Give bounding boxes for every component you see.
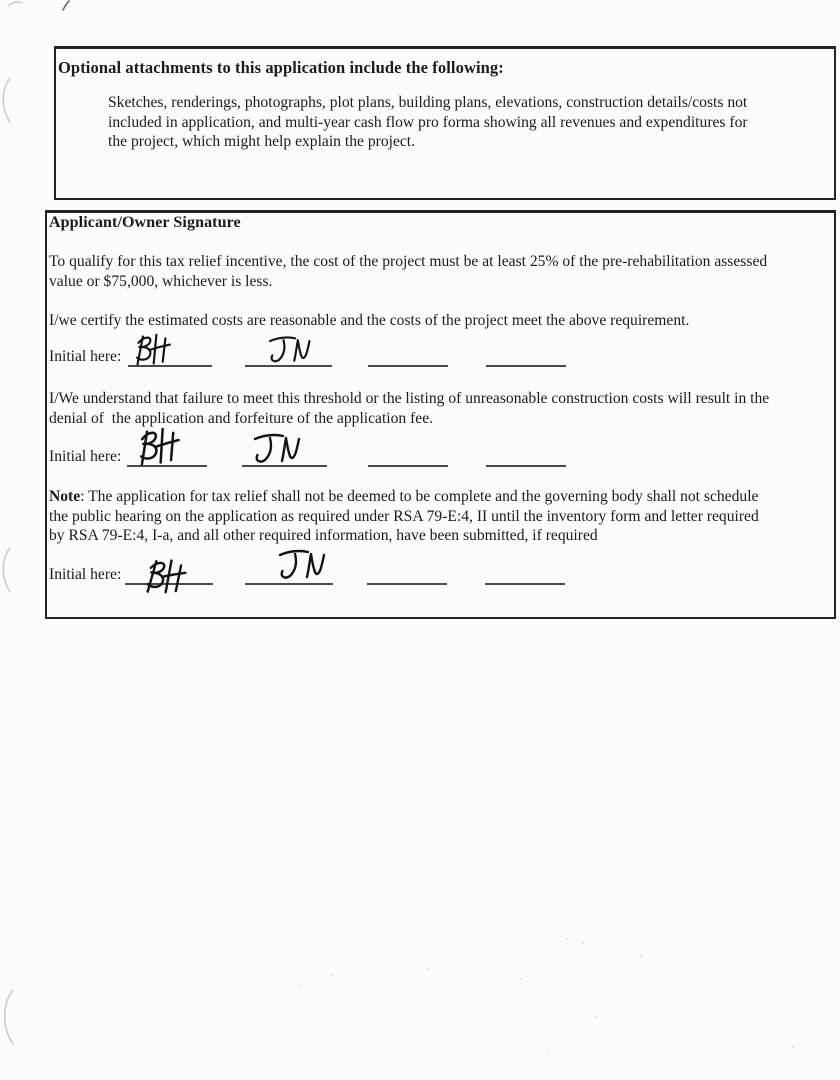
initial-line (368, 427, 448, 467)
initial-here-label: Initial here: (49, 448, 122, 465)
text-line: I/We understand that failure to meet this threshold or the listing of unreasonable construction costs will result in the (49, 390, 770, 407)
text-line: the public hearing on the application as required under RSA 79-E:4, II until the inventory form and letter required (49, 507, 759, 525)
scan-speck (520, 978, 522, 980)
qualify-paragraph (49, 252, 828, 291)
initial-here-label: Initial here: (49, 348, 122, 365)
initial-row (47, 429, 834, 467)
scan-speck (792, 1046, 794, 1048)
initial-line (127, 427, 207, 467)
initial-line (367, 547, 447, 585)
handwritten-initials-bh (132, 424, 182, 470)
scan-artifact-mark (60, 0, 74, 12)
certify-paragraph (49, 311, 828, 331)
attachments-body (108, 93, 826, 152)
initial-line (485, 547, 565, 585)
attachments-heading: Optional attachments to this application include the following: (58, 58, 504, 77)
understand-paragraph (49, 389, 828, 428)
initial-line (245, 547, 333, 585)
attachments-box (54, 46, 836, 200)
scan-speck (640, 955, 642, 957)
text-line: I/we certify the estimated costs are reasonable and the costs of the project meet the above requirement. (49, 312, 690, 329)
scan-speck (566, 938, 568, 940)
handwritten-initials-jn (272, 546, 328, 584)
note-paragraph (49, 487, 828, 546)
initial-row (47, 333, 834, 367)
handwritten-initials-bh (130, 332, 172, 368)
scan-speck (332, 974, 334, 976)
initial-line (125, 547, 213, 585)
scan-speck (300, 985, 302, 987)
text-line: denial of the application and forfeiture of the application fee. (49, 409, 434, 427)
scan-speck (548, 1052, 550, 1054)
initial-line (245, 331, 332, 367)
handwritten-initials-bh (139, 551, 189, 603)
initial-line (486, 331, 566, 367)
handwritten-initials-jn (262, 333, 314, 367)
scan-artifact-mark (0, 76, 14, 124)
note-label: Note (49, 488, 81, 505)
text-line: Sketches, renderings, photographs, plot plans, building plans, elevations, construction details/costs not (108, 94, 748, 111)
text-line: by RSA 79-E:4, I-a, and all other required information, have been submitted, if required (49, 527, 598, 544)
scan-artifact-mark (6, 0, 24, 8)
text-line: To qualify for this tax relief incentive, the cost of the project must be at least 25% of the pre-rehabilitation assessed (49, 253, 768, 270)
handwritten-initials-jn (247, 430, 303, 468)
scan-artifact-mark (0, 988, 17, 1046)
scan-speck (596, 1016, 598, 1018)
text-line (49, 487, 828, 507)
scan-artifact-mark (0, 546, 14, 594)
signature-heading: Applicant/Owner Signature (49, 214, 241, 231)
initial-line (242, 427, 327, 467)
note-line-rest: : The application for tax relief shall not be deemed to be complete and the governing body shall not schedule (80, 488, 759, 505)
text-line: the project, which might help explain the project. (108, 133, 416, 150)
scan-speck (428, 968, 430, 970)
initial-line (128, 331, 212, 367)
signature-box (45, 210, 836, 619)
scan-speck (582, 942, 584, 944)
initial-line (486, 427, 566, 467)
text-line: value or $75,000, whichever is less. (49, 272, 273, 290)
text-line: included in application, and multi-year cash flow pro forma showing all revenues and expenditures for (108, 113, 748, 131)
initial-line (368, 331, 448, 367)
initial-row (47, 549, 834, 585)
initial-here-label: Initial here: (49, 566, 122, 583)
